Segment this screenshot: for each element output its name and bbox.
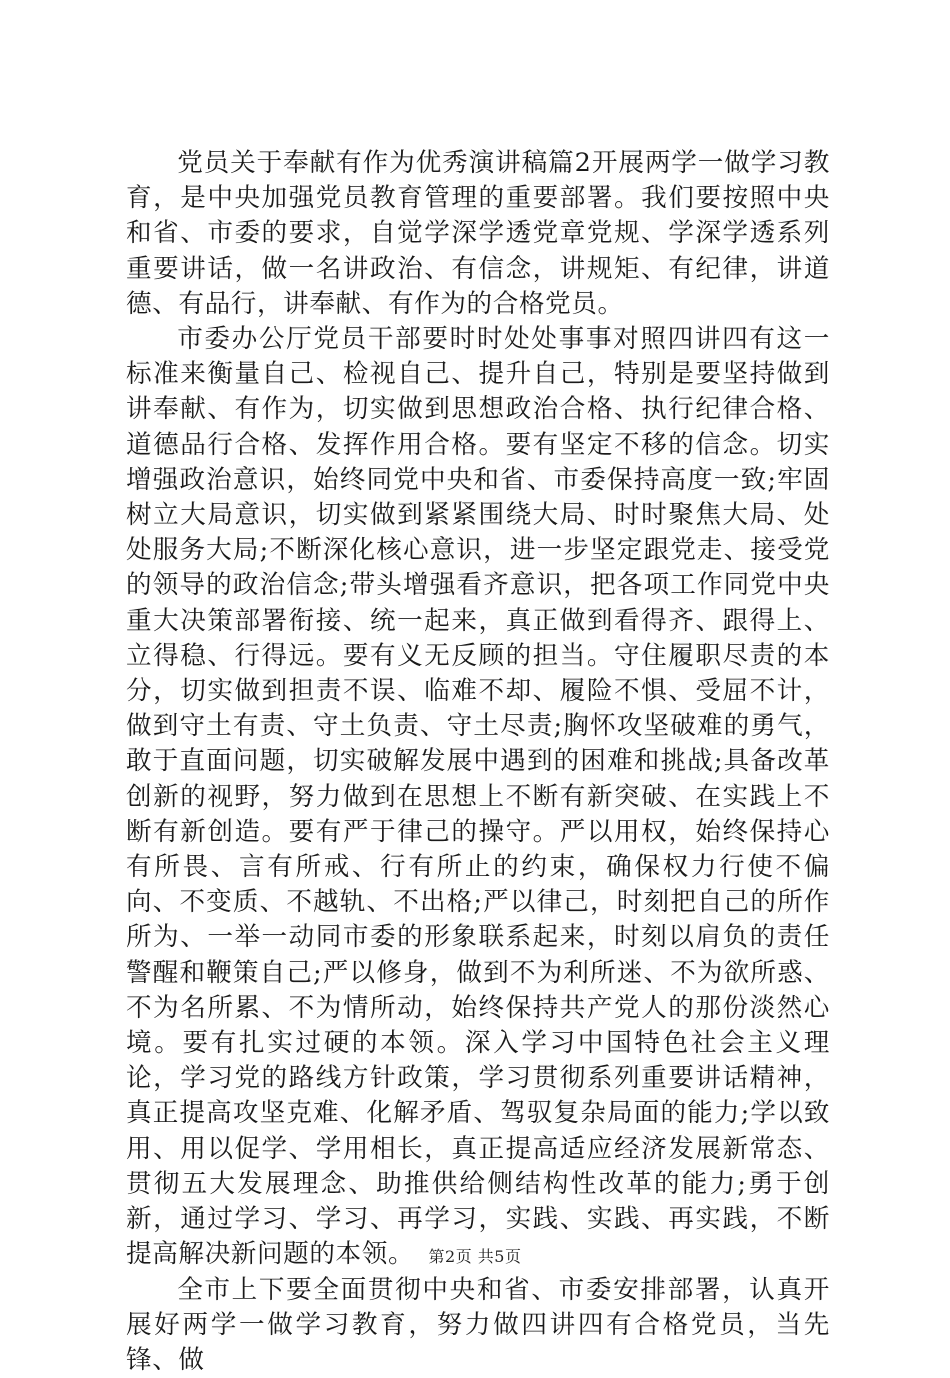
paragraph-3: 全市上下要全面贯彻中央和省、市委安排部署，认真开展好两学一做学习教育，努力做四讲四有合格党员，当先锋、做	[126, 1273, 830, 1378]
paragraph-1: 党员关于奉献有作为优秀演讲稿篇2开展两学一做学习教育，是中央加强党员教育管理的重要部署。我们要按照中央和省、市委的要求，自觉学深学透党章党规、学深学透系列重要讲话，做一名讲政治、有信念，讲规矩、有纪律，讲道德、有品行，讲奉献、有作为的合格党员。	[126, 146, 830, 322]
document-body	[126, 146, 830, 1378]
paragraph-2: 市委办公厅党员干部要时时处处事事对照四讲四有这一标准来衡量自己、检视自己、提升自己，特别是要坚持做到讲奉献、有作为，切实做到思想政治合格、执行纪律合格、道德品行合格、发挥作用合格。要有坚定不移的信念。切实增强政治意识，始终同党中央和省、市委保持高度一致;牢固树立大局意识，切实做到紧紧围绕大局、时时聚焦大局、处处服务大局;不断深化核心意识，进一步坚定跟党走、接受党的领导的政治信念;带头增强看齐意识，把各项工作同党中央重大决策部署衔接、统一起来，真正做到看得齐、跟得上、立得稳、行得远。要有义无反顾的担当。守住履职尽责的本分，切实做到担责不误、临难不却、履险不惧、受屈不计，做到守土有责、守土负责、守土尽责;胸怀攻坚破难的勇气，敢于直面问题，切实破解发展中遇到的困难和挑战;具备改革创新的视野，努力做到在思想上不断有新突破、在实践上不断有新创造。要有严于律己的操守。严以用权，始终保持心有所畏、言有所戒、行有所止的约束，确保权力行使不偏向、不变质、不越轨、不出格;严以律己，时刻把自己的所作所为、一举一动同市委的形象联系起来，时刻以肩负的责任警醒和鞭策自己;严以修身，做到不为利所迷、不为欲所惑、不为名所累、不为情所动，始终保持共产党人的那份淡然心境。要有扎实过硬的本领。深入学习中国特色社会主义理论，学习党的路线方针政策，学习贯彻系列重要讲话精神，真正提高攻坚克难、化解矛盾、驾驭复杂局面的能力;学以致用、用以促学、学用相长，真正提高适应经济发展新常态、贯彻五大发展理念、助推供给侧结构性改革的能力;勇于创新，通过学习、学习、再学习，实践、实践、再实践，不断提高解决新问题的本领。	[126, 322, 830, 1272]
page-number-footer: 第2页 共5页	[0, 1244, 950, 1267]
